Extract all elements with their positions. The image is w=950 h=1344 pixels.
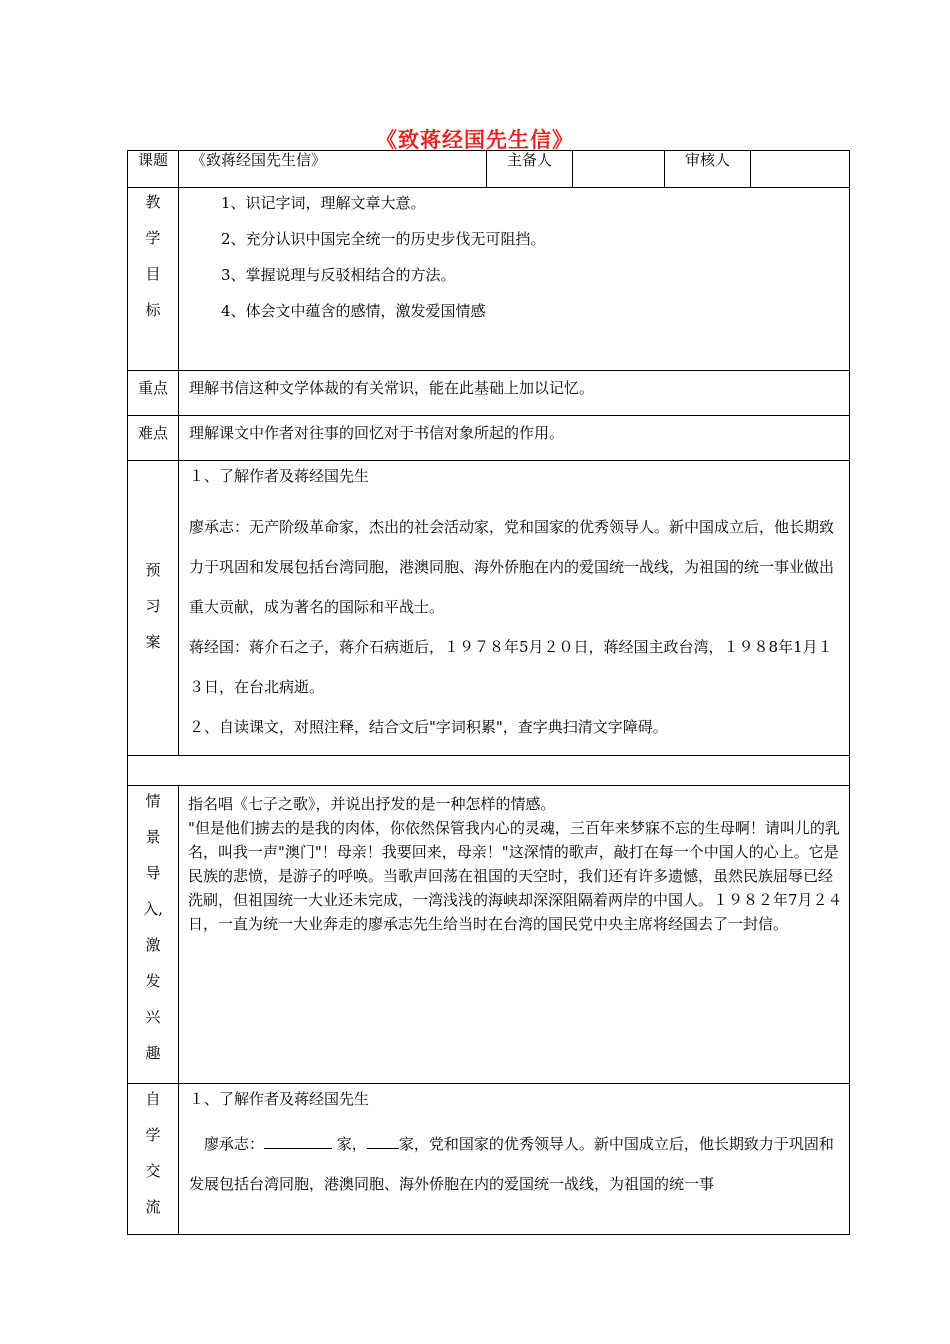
self-study-label-char: 学 bbox=[145, 1126, 161, 1144]
preview-author-bio: 廖承志：无产阶级革命家，杰出的社会活动家，党和国家的优秀领导人。新中国成立后，他长期致力于巩固和发展包括台湾同胞，港澳同胞、海外侨胞在内的爱国统一战线，为祖国的统一事业做出重大贡献，成为著名的国际和平战士。 bbox=[189, 518, 835, 616]
key-point-row bbox=[128, 371, 850, 416]
scene-instruction: 指名唱《七子之歌》，并说出抒发的是一种怎样的情感。 bbox=[188, 795, 556, 813]
scene-label-char: 情 bbox=[145, 792, 161, 810]
fill-blank-1[interactable] bbox=[264, 1132, 332, 1149]
preparer-label: 主备人 bbox=[487, 151, 573, 188]
topic-label: 课题 bbox=[128, 151, 179, 188]
objectives-label-char: 标 bbox=[145, 301, 161, 319]
self-study-fill-paragraph bbox=[189, 1124, 841, 1204]
objective-item: 1、识记字词，理解文章大意。 bbox=[221, 194, 426, 212]
self-study-label-char: 自 bbox=[145, 1090, 161, 1108]
scene-label-char: 入, bbox=[143, 900, 163, 918]
reviewer-label: 审核人 bbox=[665, 151, 751, 188]
difficulty-row bbox=[128, 416, 850, 461]
preview-label-cell bbox=[128, 461, 179, 756]
objective-item: 4、体会文中蕴含的感情，激发爱国情感 bbox=[221, 302, 486, 320]
self-study-label-char: 交 bbox=[145, 1162, 161, 1180]
self-study-content bbox=[179, 1084, 850, 1235]
objectives-label-char: 学 bbox=[145, 229, 161, 247]
scene-label-cell bbox=[128, 786, 179, 1084]
preview-jiang-bio: 蒋经国：蒋介石之子，蒋介石病逝后，１９７８年5月２０日，蒋经国主政台湾，１９８8年1月１３日，在台北病逝。 bbox=[189, 638, 833, 696]
objectives-label-char: 目 bbox=[145, 265, 161, 283]
preview-label-char: 案 bbox=[145, 633, 161, 651]
scene-content bbox=[179, 786, 850, 1084]
key-point-cell bbox=[179, 371, 850, 416]
preview-row bbox=[128, 461, 850, 756]
scene-label-char: 导 bbox=[145, 864, 161, 882]
objectives-label-cell bbox=[128, 188, 179, 371]
reviewer-value bbox=[751, 151, 850, 188]
fill-prefix: 廖承志： bbox=[204, 1135, 265, 1153]
key-point-text: 理解书信这种文学体裁的有关常识，能在此基础上加以记忆。 bbox=[189, 379, 595, 397]
difficulty-cell bbox=[179, 416, 850, 461]
scene-label-char: 趣 bbox=[145, 1044, 161, 1062]
fill-blank-2[interactable] bbox=[367, 1132, 399, 1149]
preparer-value bbox=[573, 151, 665, 188]
empty-cell bbox=[128, 756, 850, 786]
scene-label-char: 发 bbox=[145, 972, 161, 990]
self-study-item-1: １、了解作者及蒋经国先生 bbox=[189, 1090, 370, 1108]
objective-item: 3、掌握说理与反驳相结合的方法。 bbox=[221, 266, 456, 284]
preview-item-1: １、了解作者及蒋经国先生 bbox=[189, 467, 370, 485]
fill-mid-2: 家，党和国家的优秀领导人。新中国成立后，他长期致力于巩固和发展包括台湾同胞，港澳同胞、海外侨胞在内的爱国统一战线，为祖国的统一事 bbox=[189, 1135, 834, 1193]
preview-label-char: 预 bbox=[145, 561, 161, 579]
scene-label-char: 激 bbox=[145, 936, 161, 954]
preview-label-char: 习 bbox=[145, 597, 161, 615]
objectives-label-char: 教 bbox=[145, 193, 161, 211]
objectives-content bbox=[179, 188, 850, 371]
preview-content bbox=[179, 461, 850, 756]
scene-label-char: 景 bbox=[145, 828, 161, 846]
page-title: 《致蒋经国先生信》 bbox=[376, 128, 574, 152]
scene-label-char: 兴 bbox=[145, 1008, 161, 1026]
difficulty-text: 理解课文中作者对往事的回忆对于书信对象所起的作用。 bbox=[189, 424, 565, 442]
topic-value: 《致蒋经国先生信》 bbox=[179, 151, 487, 188]
preview-item-2: ２、自读课文，对照注释，结合文后"字词积累"，查字典扫清文字障碍。 bbox=[189, 718, 668, 736]
key-point-label: 重点 bbox=[128, 371, 179, 416]
self-study-row bbox=[128, 1084, 850, 1235]
lesson-plan-table bbox=[127, 150, 850, 1235]
scene-passage: "但是他们掳去的是我的肉体，你依然保管我内心的灵魂，三百年来梦寐不忘的生母啊！请叫儿的乳名，叫我一声"澳门"！母亲！我要回来，母亲！"这深情的歌声，敲打在每一个中国人的心上。它是民族的悲愤，是游子的呼唤。当歌声回荡在祖国的天空时，我们还有许多遗憾，虽然民族屈辱已经洗刷，但祖国统一大业还未完成，一湾浅浅的海峡却深深阻隔着两岸的中国人。１９８２年7月２４日，一直为统一大业奔走的廖承志先生给当时在台湾的国民党中央主席将经国去了一封信。 bbox=[188, 819, 843, 933]
objective-item: 2、充分认识中国完全统一的历史步伐无可阻挡。 bbox=[221, 230, 546, 248]
empty-row bbox=[128, 756, 850, 786]
fill-mid-1: 家， bbox=[336, 1135, 367, 1153]
scene-row bbox=[128, 786, 850, 1084]
self-study-label-cell bbox=[128, 1084, 179, 1235]
difficulty-label: 难点 bbox=[128, 416, 179, 461]
objectives-row bbox=[128, 188, 850, 371]
self-study-label-char: 流 bbox=[145, 1198, 161, 1216]
header-row bbox=[128, 151, 850, 188]
